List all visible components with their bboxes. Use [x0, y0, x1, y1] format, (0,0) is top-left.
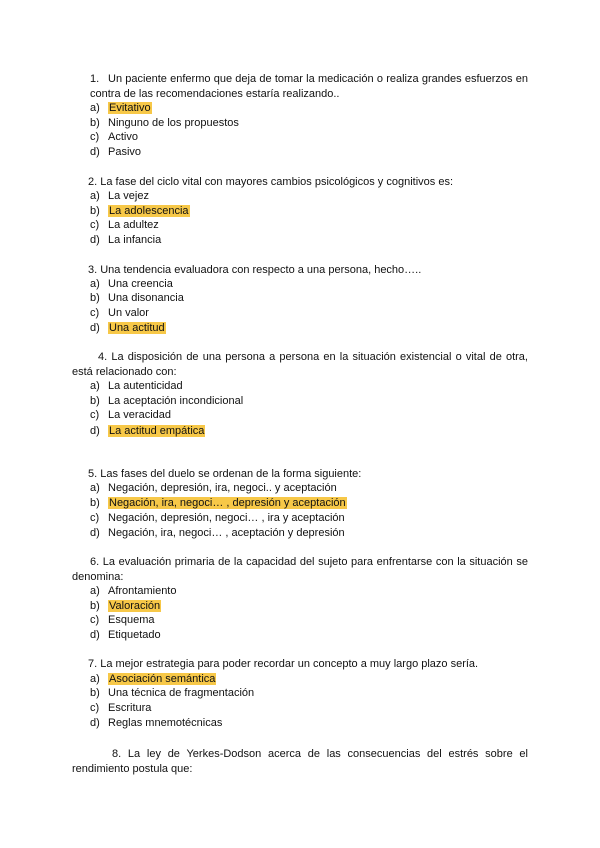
- option-text: Valoración: [109, 600, 161, 612]
- option-text: La infancia: [108, 234, 162, 246]
- option-text: Negación, ira, negoci… , depresión y aceptación: [109, 497, 346, 509]
- option-text: Evitativo: [109, 102, 151, 114]
- question-7-option-d: [90, 716, 222, 731]
- question-3-option-b: [90, 291, 184, 306]
- question-4-option-c: [90, 408, 171, 423]
- option-text: Reglas mnemotécnicas: [108, 717, 223, 729]
- question-6: [72, 555, 528, 585]
- question-6-option-c: [90, 613, 154, 628]
- option-letter: d): [90, 527, 100, 539]
- option-letter: a): [90, 380, 100, 392]
- option-text: Esquema: [108, 614, 155, 626]
- option-letter: b): [90, 117, 100, 129]
- option-letter: a): [90, 102, 100, 114]
- question-5-option-d: [90, 526, 345, 541]
- option-letter: c): [90, 409, 100, 421]
- question-1-text: Un paciente enfermo que deja de tomar la medicación o realiza grandes esfuerzos en contra de las recomendaciones estaría realizando..: [90, 73, 528, 100]
- option-text: Activo: [108, 131, 138, 143]
- option-text: Ninguno de los propuestos: [108, 117, 239, 129]
- question-1: [90, 72, 528, 102]
- question-3-option-a: [90, 277, 173, 292]
- question-1-option-b: [90, 116, 239, 131]
- option-text: Negación, ira, negoci… , aceptación y depresión: [108, 527, 345, 539]
- option-text: La aceptación incondicional: [108, 395, 244, 407]
- option-letter: a): [90, 190, 100, 202]
- question-8: [72, 747, 528, 777]
- question-2: 2. La fase del ciclo vital con mayores cambios psicológicos y cognitivos es:: [88, 176, 454, 188]
- option-letter: b): [90, 292, 100, 304]
- option-letter: a): [90, 585, 100, 597]
- option-letter: b): [90, 395, 100, 407]
- question-3: 3. Una tendencia evaluadora con respecto a una persona, hecho…..: [88, 264, 422, 276]
- option-letter: a): [90, 673, 100, 685]
- option-text: La vejez: [108, 190, 149, 202]
- question-7: 7. La mejor estrategia para poder recordar un concepto a muy largo plazo sería.: [88, 658, 479, 670]
- question-3-option-d: [90, 321, 166, 336]
- option-text: Asociación semántica: [109, 673, 216, 685]
- option-letter: d): [90, 234, 100, 246]
- option-text: La autenticidad: [108, 380, 183, 392]
- question-2-option-d: [90, 233, 161, 248]
- option-letter: b): [90, 205, 100, 217]
- question-7-option-b: [90, 686, 254, 701]
- option-letter: a): [90, 278, 100, 290]
- question-6-text: 6. La evaluación primaria de la capacidad del sujeto para enfrentarse con la situación se denomina:: [72, 556, 528, 583]
- question-6-option-a: [90, 584, 176, 599]
- option-text: La adultez: [108, 219, 159, 231]
- option-letter: d): [90, 322, 100, 334]
- option-letter: d): [90, 425, 100, 437]
- option-text: Afrontamiento: [108, 585, 177, 597]
- option-text: Un valor: [108, 307, 149, 319]
- question-2-option-a: [90, 189, 149, 204]
- question-5-option-a: [90, 481, 337, 496]
- option-text: Una actitud: [109, 322, 165, 334]
- option-letter: c): [90, 219, 100, 231]
- option-letter: d): [90, 146, 100, 158]
- option-letter: b): [90, 497, 100, 509]
- question-5: 5. Las fases del duelo se ordenan de la forma siguiente:: [88, 468, 362, 480]
- question-1-option-d: [90, 145, 141, 160]
- question-4-text: 4. La disposición de una persona a persona en la situación existencial o vital de otra, está relacionado con:: [72, 351, 528, 378]
- option-letter: c): [90, 512, 100, 524]
- question-2-option-b: [90, 204, 190, 219]
- option-letter: c): [90, 702, 100, 714]
- question-4: [72, 350, 528, 380]
- question-1-option-c: [90, 130, 138, 145]
- option-text: Una disonancia: [108, 292, 184, 304]
- option-text: La adolescencia: [109, 205, 189, 217]
- option-letter: b): [90, 687, 100, 699]
- question-5-option-c: [90, 511, 345, 526]
- option-text: Pasivo: [108, 146, 142, 158]
- option-text: La actitud empática: [109, 425, 205, 437]
- question-6-option-d: [90, 628, 161, 643]
- option-text: Negación, depresión, negoci… , ira y aceptación: [108, 512, 345, 524]
- question-4-option-b: [90, 394, 243, 409]
- question-2-option-c: [90, 218, 159, 233]
- question-8-text: 8. La ley de Yerkes-Dodson acerca de las consecuencias del estrés sobre el rendimiento postula que:: [72, 748, 528, 775]
- option-text: Una técnica de fragmentación: [108, 687, 255, 699]
- option-letter: a): [90, 482, 100, 494]
- option-letter: d): [90, 629, 100, 641]
- option-text: Negación, depresión, ira, negoci.. y aceptación: [108, 482, 337, 494]
- option-letter: c): [90, 614, 100, 626]
- question-7-option-a: [90, 672, 216, 687]
- option-text: Escritura: [108, 702, 152, 714]
- option-letter: d): [90, 717, 100, 729]
- option-letter: b): [90, 600, 100, 612]
- option-letter: c): [90, 307, 100, 319]
- question-7-option-c: [90, 701, 151, 716]
- option-text: Una creencia: [108, 278, 173, 290]
- question-5-option-b: [90, 496, 347, 511]
- question-4-option-d: [90, 424, 205, 439]
- question-1-option-a: [90, 101, 152, 116]
- option-letter: c): [90, 131, 100, 143]
- question-6-option-b: [90, 599, 161, 614]
- option-text: La veracidad: [108, 409, 171, 421]
- option-text: Etiquetado: [108, 629, 161, 641]
- question-4-option-a: [90, 379, 183, 394]
- question-1-number: 1.: [90, 73, 100, 85]
- question-3-option-c: [90, 306, 149, 321]
